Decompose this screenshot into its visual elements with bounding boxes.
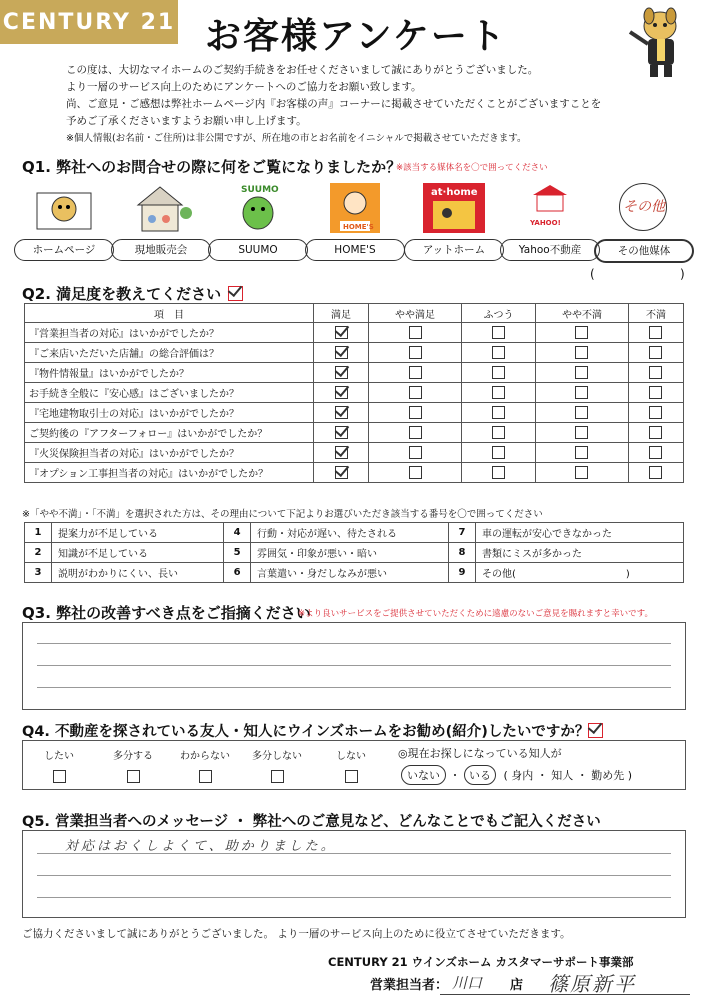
rating-checkbox[interactable] [409,426,422,439]
q3-title: Q3. 弊社の改善すべき点をご指摘ください [22,604,311,622]
rating-checkbox[interactable] [409,346,422,359]
rating-cell [314,363,369,383]
q2-title: Q2. 満足度を教えてください [22,285,222,303]
media-open-house[interactable] [111,183,211,261]
media-label: アットホーム [404,239,504,261]
privacy-note: ※個人情報(お名前・ご住所)は非公開ですが、所在地の市とお名前をイニシャルで掲載させていただきます。 [66,133,527,144]
rating-checkbox[interactable] [335,326,348,339]
rating-cell [628,463,683,483]
svg-text:SUUMO: SUUMO [241,185,279,195]
media-label-selected: その他媒体 [594,239,694,263]
svg-text:HOME'S: HOME'S [343,223,374,231]
rating-cell [369,443,462,463]
q4-option[interactable] [315,747,387,783]
rating-checkbox[interactable] [492,406,505,419]
reason-number[interactable]: 6 [224,563,251,583]
reasons-table [24,522,684,583]
q4-option[interactable] [169,747,241,783]
q4-option-checkbox[interactable] [199,770,212,783]
rating-checkbox[interactable] [492,346,505,359]
table-header-row [25,304,684,323]
q4-option[interactable] [23,747,95,783]
table-row [25,363,684,383]
rating-cell [628,383,683,403]
rating-cell [369,363,462,383]
rating-checkbox[interactable] [649,426,662,439]
rating-checkbox[interactable] [335,446,348,459]
rating-checkbox[interactable] [409,406,422,419]
other-paren-close: ) [680,267,685,281]
satisfaction-item: 『オプション工事担当者の対応』はいかがでしたか？ [25,463,314,483]
rating-cell [535,443,628,463]
intro-line: 尚、ご意見・ご感想は弊社ホームページ内『お客様の声』コーナーに掲載させていただくことがございますことを [66,98,602,110]
rating-cell [314,403,369,423]
q4-option-checkbox[interactable] [53,770,66,783]
rating-cell [461,363,535,383]
media-label: SUUMO [208,239,308,261]
reason-number[interactable]: 9 [448,563,475,583]
rating-checkbox[interactable] [335,406,348,419]
media-homepage[interactable] [14,183,114,261]
q4-answer-box [22,740,686,790]
rating-checkbox[interactable] [335,366,348,379]
rating-cell [535,323,628,343]
rating-cell [369,383,462,403]
table-row [25,523,684,543]
rating-checkbox[interactable] [492,466,505,479]
q5-title: Q5. 営業担当者へのメッセージ ・ 弊社へのご意見など、どんなことでもご記入ください [22,814,601,830]
reason-number[interactable]: 3 [25,563,52,583]
reason-number[interactable]: 2 [25,543,52,563]
reason-number[interactable]: 8 [448,543,475,563]
q1-note: ※該当する媒体名を〇で囲ってください [396,163,548,173]
satisfaction-item: 『ご来店いただいた店舗』の総合評価は？ [25,343,314,363]
media-homes[interactable] [305,183,405,261]
acq-separator: ・ [449,769,461,782]
table-row [25,343,684,363]
rating-cell [314,423,369,443]
rating-cell [461,463,535,483]
header-dissatisfied: 不満 [628,304,683,323]
media-yahoo[interactable] [500,183,600,261]
satisfaction-item: ご契約後の『アフターフォロー』はいかがでしたか？ [25,423,314,443]
rating-checkbox[interactable] [649,446,662,459]
yahoo-house-icon [519,183,581,233]
rating-checkbox[interactable] [649,466,662,479]
q4-options [23,747,398,787]
acquaintance-options [401,765,632,785]
reason-text: 雰囲気・印象が悪い・暗い [251,543,449,563]
media-label: Yahoo不動産 [500,239,600,261]
reason-text: 提案力が不足している [52,523,224,543]
table-row [25,463,684,483]
rating-checkbox[interactable] [335,386,348,399]
staff-label: 営業担当者： [370,978,449,993]
intro-line: この度は、大切なマイホームのご契約手続きをお任せくださいまして誠にありがとうございました。 [66,64,539,76]
table-row [25,383,684,403]
rating-cell [628,423,683,443]
house-family-icon [130,183,192,233]
rating-cell [535,403,628,423]
rating-checkbox[interactable] [492,326,505,339]
rating-cell [369,423,462,443]
rating-checkbox[interactable] [649,406,662,419]
store-suffix: 店 [510,978,524,993]
reason-text: その他( ) [475,563,683,583]
other-media-handwriting: その他 [623,199,665,215]
rating-cell [535,383,628,403]
media-options [14,183,694,263]
signature-underline [440,994,690,995]
table-row [25,323,684,343]
rating-checkbox[interactable] [575,386,588,399]
media-label: HOME'S [305,239,405,261]
header-somewhat-satisfied: やや満足 [369,304,462,323]
rating-checkbox[interactable] [575,346,588,359]
rating-cell [314,383,369,403]
q2-checkbox[interactable] [228,283,243,302]
checkmark-icon [588,723,603,738]
acq-yes-option[interactable]: いる [464,765,496,785]
rating-cell [535,463,628,483]
q5-handwriting: 対応はおくしよくて、助かりました。 [65,839,337,854]
intro-line: 予めご了承くださいますようお願い申し上げます。 [66,115,307,127]
rating-cell [369,463,462,483]
reason-text: 書類にミスが多かった [475,543,683,563]
q1-title: Q1. 弊社へのお問合せの際に何をご覧になりましたか？ [22,158,402,176]
reason-number[interactable]: 7 [448,523,475,543]
rating-checkbox[interactable] [409,386,422,399]
rating-checkbox[interactable] [409,326,422,339]
rating-cell [461,383,535,403]
q3-note: ※より良いサービスをご提供させていただくために遠慮のないご意見を賜れますと幸いです。 [298,609,653,619]
header-neutral: ふつう [461,304,535,323]
rating-cell [314,343,369,363]
rating-checkbox[interactable] [649,366,662,379]
rating-cell [461,323,535,343]
other-media-icon [613,183,675,233]
media-suumo[interactable] [208,183,308,261]
q4-option-label: わからない [180,751,230,762]
rating-cell [369,343,462,363]
table-row [25,543,684,563]
rating-cell [535,423,628,443]
q4-option-checkbox[interactable] [345,770,358,783]
satisfaction-item: 『営業担当者の対応』はいかがでしたか？ [25,323,314,343]
footer-thanks: ご協力くださいまして誠にありがとうございました。 より一層のサービス向上のために役立てさせていただきます。 [22,928,571,940]
mascot-dog-icon [622,6,692,80]
svg-text:at·home: at·home [431,187,478,198]
rating-checkbox[interactable] [649,386,662,399]
rating-cell [461,403,535,423]
q4-option-label: したい [44,751,74,762]
rating-checkbox[interactable] [575,366,588,379]
satisfaction-item: 『宅地建物取引士の対応』はいかがでしたか？ [25,403,314,423]
media-other[interactable] [594,183,694,263]
checkmark-icon [228,286,243,301]
homes-mascot-icon [324,183,386,233]
rating-checkbox[interactable] [492,366,505,379]
header-satisfied: 満足 [314,304,369,323]
media-label: ホームページ [14,239,114,261]
q4-option[interactable] [241,747,313,783]
rating-cell [314,463,369,483]
q5-answer-box[interactable] [22,830,686,918]
reason-number[interactable]: 1 [25,523,52,543]
acq-detail: ( 身内 ・ 知人 ・ 勤め先 ) [503,769,633,782]
rating-checkbox[interactable] [409,466,422,479]
rating-checkbox[interactable] [335,346,348,359]
rating-checkbox[interactable] [649,326,662,339]
rating-cell [461,343,535,363]
rating-cell [628,443,683,463]
rating-cell [461,443,535,463]
q4-option-label: 多分する [113,751,153,762]
q4-option-checkbox[interactable] [271,770,284,783]
q4-option-label: しない [336,751,366,762]
rating-checkbox[interactable] [575,446,588,459]
rating-cell [628,403,683,423]
satisfaction-table [24,303,684,483]
rating-cell [314,323,369,343]
table-row [25,563,684,583]
rating-checkbox[interactable] [409,446,422,459]
svg-text:YAHOO!: YAHOO! [530,219,561,227]
rating-cell [535,363,628,383]
rating-cell [369,403,462,423]
rating-checkbox[interactable] [575,326,588,339]
rating-cell [461,423,535,443]
rating-cell [314,443,369,463]
rating-cell [535,343,628,363]
q3-answer-box[interactable] [22,622,686,710]
intro-text [66,62,626,147]
rating-cell [628,343,683,363]
rating-checkbox[interactable] [492,386,505,399]
satisfaction-item: お手続き全般に『安心感』はございましたか？ [25,383,314,403]
media-athome[interactable] [404,183,504,261]
rating-checkbox[interactable] [335,466,348,479]
media-label: 現地販売会 [111,239,211,261]
rating-checkbox[interactable] [575,466,588,479]
page-title: お客様アンケート [205,16,507,57]
rating-checkbox[interactable] [335,426,348,439]
rating-checkbox[interactable] [575,406,588,419]
rating-checkbox[interactable] [575,426,588,439]
rating-cell [628,323,683,343]
rating-cell [369,323,462,343]
other-paren-open: ( [590,267,595,281]
intro-line: より一層のサービス向上のためにアンケートへのご協力をお願い致します。 [66,81,422,93]
footer-company: CENTURY 21 ウインズホーム カスタマーサポート事業部 [328,955,634,969]
reason-text: 行動・対応が遅い、待たされる [251,523,449,543]
acq-no-option-selected[interactable]: いない [401,765,446,785]
rating-checkbox[interactable] [409,366,422,379]
reason-number[interactable]: 5 [224,543,251,563]
header-item: 項 目 [25,304,314,323]
q4-option[interactable] [97,747,169,783]
athome-icon [423,183,485,233]
table-row [25,403,684,423]
staff-signature: 篠原新平 [548,972,636,996]
table-row [25,443,684,463]
reasons-note: ※「やや不満」・「不満」を選択された方は、その理由について下記よりお選びいただき該当する番号を〇で囲ってください [22,509,543,520]
q4-option-label: 多分しない [252,751,302,762]
reason-text: 説明がわかりにくい、長い [52,563,224,583]
satisfaction-item: 『物件情報量』はいかがでしたか？ [25,363,314,383]
table-row [25,423,684,443]
q4-option-checkbox[interactable] [127,770,140,783]
satisfaction-item: 『火災保険担当者の対応』はいかがでしたか？ [25,443,314,463]
reason-text: 車の運転が安心できなかった [475,523,683,543]
header-somewhat-dissatisfied: やや不満 [535,304,628,323]
acquaintance-label: ◎現在お探しになっている知人が [398,747,562,760]
rating-checkbox[interactable] [492,426,505,439]
reason-number[interactable]: 4 [224,523,251,543]
reason-text: 言葉遣い・身だしなみが悪い [251,563,449,583]
century21-logo: CENTURY 21 [0,0,178,44]
suumo-mascot-icon [227,183,289,233]
homepage-icon [33,183,95,233]
store-name: 川口 [452,974,483,992]
rating-checkbox[interactable] [649,346,662,359]
q4-checkbox[interactable] [588,720,603,739]
rating-cell [628,363,683,383]
q4-title: Q4. 不動産を探されている友人・知人にウインズホームをお勧め(紹介)したいですか？ [22,724,590,740]
rating-checkbox[interactable] [492,446,505,459]
reason-text: 知識が不足している [52,543,224,563]
